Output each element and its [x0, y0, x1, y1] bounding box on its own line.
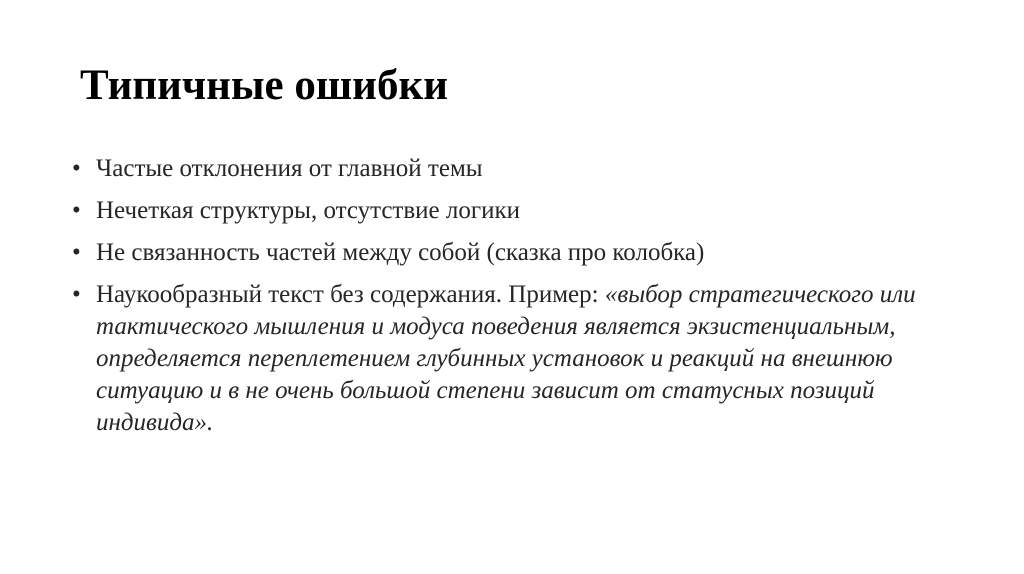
bullet-icon: •: [72, 197, 81, 224]
bullet-icon: •: [72, 281, 81, 308]
bullet-text: Не связанность частей между собой (сказка про колобка): [96, 239, 705, 266]
bullet-text: Частые отклонения от главной темы: [96, 155, 483, 182]
bullet-text: Нечеткая структуры, отсутствие логики: [96, 197, 521, 224]
bullet-text: Наукообразный текст без содержания. Пример:: [96, 281, 605, 308]
example-quote: «выбор стратегического или тактического мышления и модуса поведения является экзистенциальным, определяется переплетением глубинных установок и реакций на внешнюю ситуацию и в не очень большой степени зависит от статусных позиций индивида».: [96, 281, 916, 436]
bullet-list: [72, 153, 952, 449]
bullet-icon: •: [72, 155, 81, 182]
slide-title: Типичные ошибки: [80, 62, 448, 109]
list-item: [72, 195, 952, 227]
list-item: [72, 153, 952, 185]
list-item: [72, 279, 952, 439]
bullet-icon: •: [72, 239, 81, 266]
list-item: [72, 237, 952, 269]
